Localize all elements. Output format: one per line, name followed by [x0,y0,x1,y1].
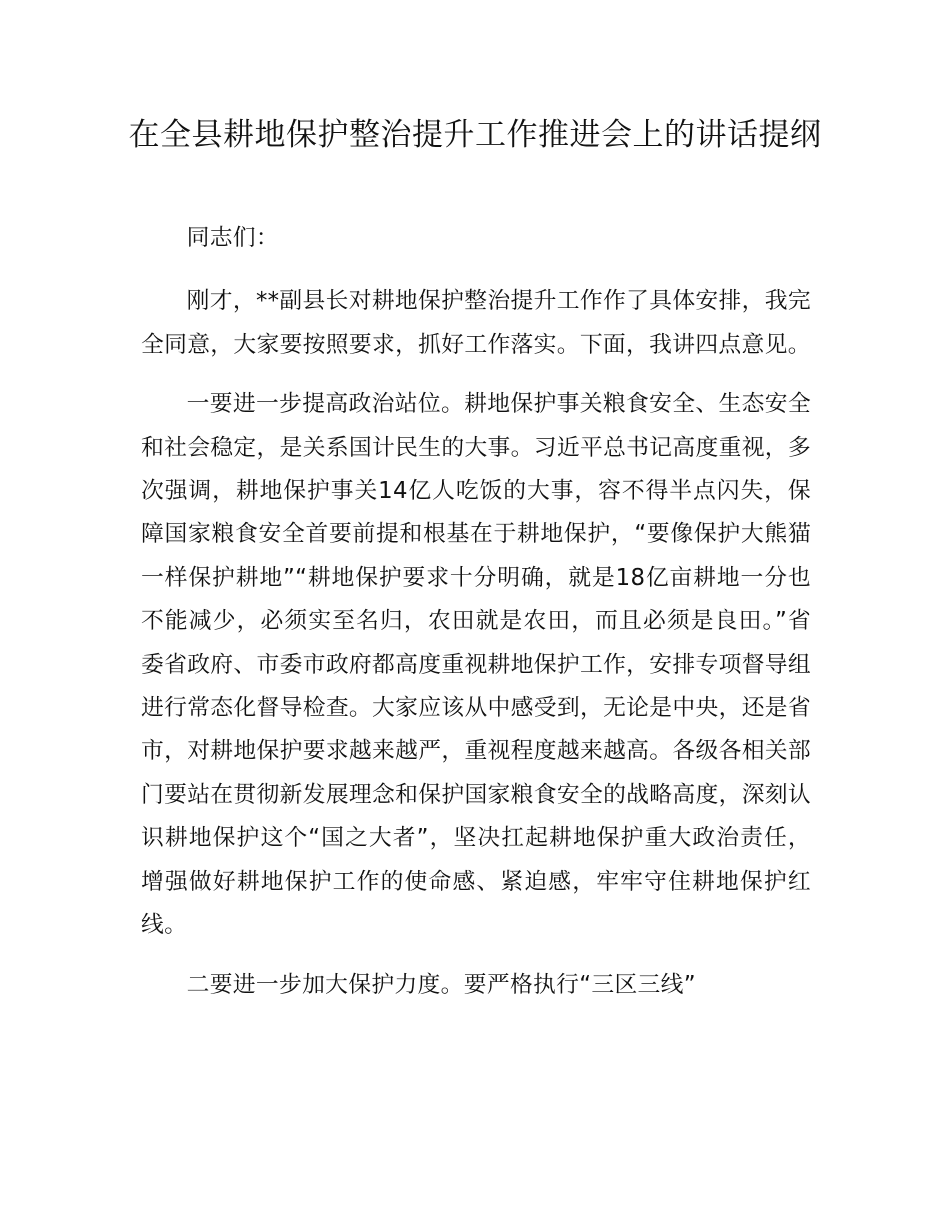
document-body [141,217,811,1023]
paragraph-point-two: 二要进一步加大保护力度。要严格执行“三区三线” [186,971,696,998]
document-title: 在全县耕地保护整治提升工作推进会上的讲话提纲 [128,117,822,153]
paragraph-intro: 刚才，**副县长对耕地保护整治提升工作作了具体安排，我完全同意，大家要按照要求，抓好工作落实。下面，我讲四点意见。 [141,288,811,358]
paragraph-point-one: 一要进一步提高政治站位。耕地保护事关粮食安全、生态安全和社会稳定，是关系国计民生的大事。习近平总书记高度重视，多次强调，耕地保护事关14亿人吃饭的大事，容不得半点闪失，保障国家粮食安全首要前提和根基在于耕地保护，“要像保护大熊猫一样保护耕地”“耕地保护要求十分明确，就是18亿亩耕地一分也不能减少，必须实至名归，农田就是农田，而且必须是良田。”省委省政府、市委市政府都高度重视耕地保护工作，安排专项督导组进行常态化督导检查。大家应该从中感受到，无论是中央，还是省市，对耕地保护要求越来越严，重视程度越来越高。各级各相关部门要站在贯彻新发展理念和保护国家粮食安全的战略高度，深刻认识耕地保护这个“国之大者”，坚决扛起耕地保护重大政治责任，增强做好耕地保护工作的使命感、紧迫感，牢牢守住耕地保护红线。 [141,391,811,939]
salutation: 同志们： [186,225,279,251]
